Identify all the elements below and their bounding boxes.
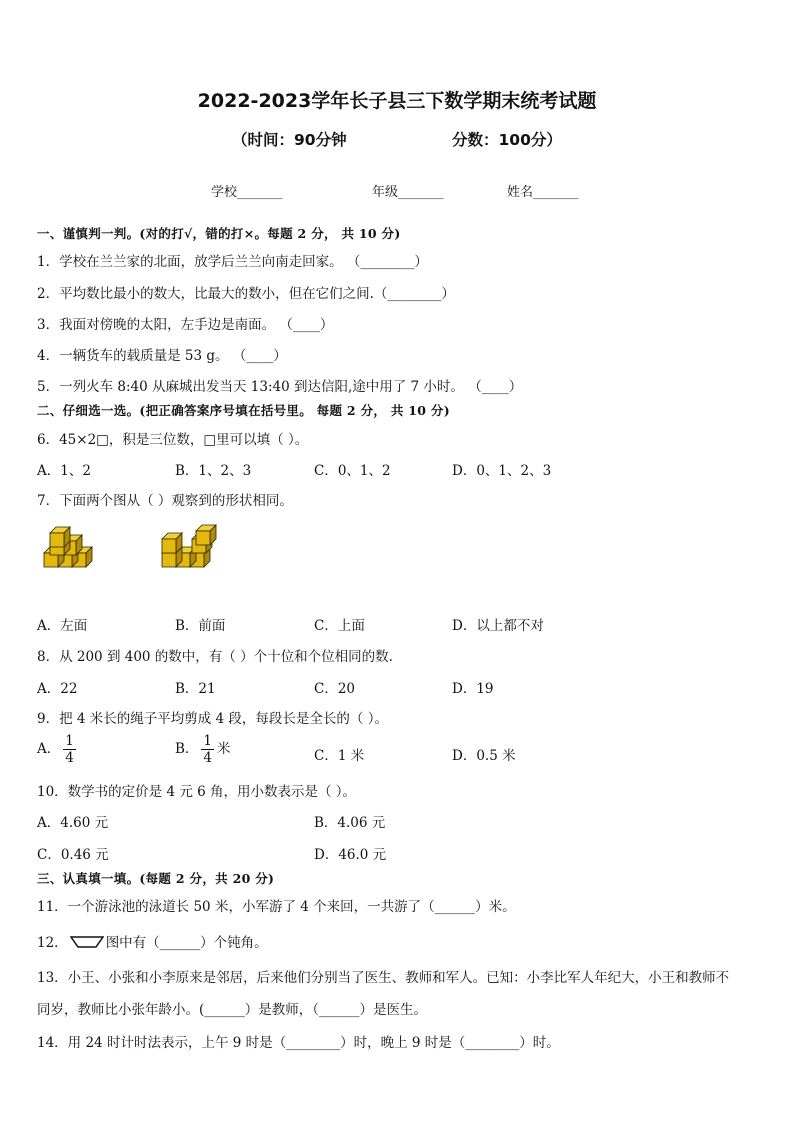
cube	[196, 525, 216, 545]
question-10: 10．数学书的定价是 4 元 6 角，用小数表示是（ ）。	[37, 784, 357, 800]
question-5: 5．一列火车 8:40 从麻城出发当天 13:40 到达信阳,途中用了 7 小时。 （____）	[37, 379, 523, 395]
question-4: 4．一辆货车的载质量是 53 g。 （____）	[37, 348, 287, 364]
fraction-denominator: 4	[65, 750, 74, 766]
q7-option-d[interactable]: D．以上都不对	[452, 618, 544, 634]
cube	[162, 533, 182, 553]
fraction-one-quarter	[63, 733, 76, 766]
q8-option-b[interactable]: B．21	[175, 681, 216, 697]
q7-option-c[interactable]: C．上面	[314, 618, 365, 634]
time-limit: （时间：90分钟	[232, 131, 347, 149]
q6-option-d[interactable]: D．0、1、2、3	[452, 463, 552, 479]
fraction-one-quarter	[201, 733, 214, 766]
q10-option-c[interactable]: C．0.46 元	[37, 847, 109, 863]
question-12	[37, 931, 268, 951]
grade-field[interactable]: 年级_______	[372, 185, 444, 200]
section-2-heading: 二、仔细选一选。(把正确答案序号填在括号里。 每题 2 分， 共 10 分)	[37, 403, 450, 418]
school-field[interactable]: 学校_______	[211, 185, 283, 200]
question-14: 14．用 24 时计时法表示，上午 9 时是（________）时，晚上 9 时是（________）时。	[37, 1035, 560, 1051]
q9-option-c[interactable]: C．1 米	[314, 748, 365, 764]
option-label: B．	[175, 741, 199, 757]
cube-figures	[40, 520, 240, 572]
section-3-heading: 三、认真填一填。(每题 2 分，共 20 分)	[37, 871, 275, 886]
q10-option-a[interactable]: A．4.60 元	[37, 815, 109, 831]
q9-option-b[interactable]	[175, 733, 231, 766]
q8-option-c[interactable]: C．20	[314, 681, 356, 697]
question-12-text: 图中有（______）个钝角。	[105, 935, 268, 951]
q6-option-c[interactable]: C．0、1、2	[314, 463, 391, 479]
question-1: 1．学校在兰兰家的北面，放学后兰兰向南走回家。 （________）	[37, 254, 428, 270]
q9-option-a[interactable]	[37, 733, 79, 766]
question-3: 3．我面对傍晚的太阳，左手边是南面。 （____）	[37, 317, 334, 333]
question-6: 6．45×2□，积是三位数，□里可以填（ ）。	[37, 432, 309, 448]
unit-label: 米	[217, 741, 231, 757]
cube-figure-left	[44, 527, 92, 567]
q8-option-d[interactable]: D．19	[452, 681, 494, 697]
option-label: A．	[37, 741, 61, 757]
question-7: 7．下面两个图从（ ）观察到的形状相同。	[37, 493, 293, 509]
question-9: 9．把 4 米长的绳子平均剪成 4 段，每段长是全长的（ ）。	[37, 711, 388, 727]
question-12-number: 12．	[37, 935, 68, 951]
q7-option-a[interactable]: A．左面	[37, 618, 88, 634]
question-13-line-1: 13．小王、小张和小李原来是邻居，后来他们分别当了医生、教师和军人。已知：小李比军人年纪大，小王和教师不	[37, 970, 730, 986]
total-score: 分数：100分）	[452, 131, 562, 149]
question-13-line-2: 同岁，教师比小张年龄小。(______）是教师，（______）是医生。	[37, 1002, 428, 1018]
q6-option-a[interactable]: A．1、2	[37, 463, 91, 479]
q6-option-b[interactable]: B．1、2、3	[175, 463, 252, 479]
question-2: 2．平均数比最小的数大，比最大的数小，但在它们之间.（________）	[37, 286, 455, 302]
q9-option-d[interactable]: D．0.5 米	[452, 748, 516, 764]
q10-option-d[interactable]: D．46.0 元	[314, 847, 387, 863]
exam-title: 2022-2023学年长子县三下数学期末统考试题	[197, 90, 597, 112]
section-1-heading: 一、谨慎判一判。(对的打√，错的打×。每题 2 分， 共 10 分)	[37, 226, 401, 241]
question-11: 11．一个游泳池的泳道长 50 米，小军游了 4 个来回，一共游了（______）米。	[37, 899, 516, 915]
question-8: 8．从 200 到 400 的数中，有（ ）个十位和个位相同的数.	[37, 649, 393, 665]
q10-option-b[interactable]: B．4.06 元	[314, 815, 386, 831]
cube-figure-right	[162, 525, 216, 567]
cube	[50, 527, 70, 547]
fraction-numerator: 1	[203, 733, 213, 749]
trapezoid-icon	[70, 935, 104, 949]
fraction-numerator: 1	[65, 733, 74, 749]
fraction-denominator: 4	[203, 750, 213, 766]
q8-option-a[interactable]: A．22	[37, 681, 78, 697]
q7-option-b[interactable]: B．前面	[175, 618, 226, 634]
exam-subtitle	[0, 128, 794, 152]
name-field[interactable]: 姓名_______	[507, 185, 579, 200]
